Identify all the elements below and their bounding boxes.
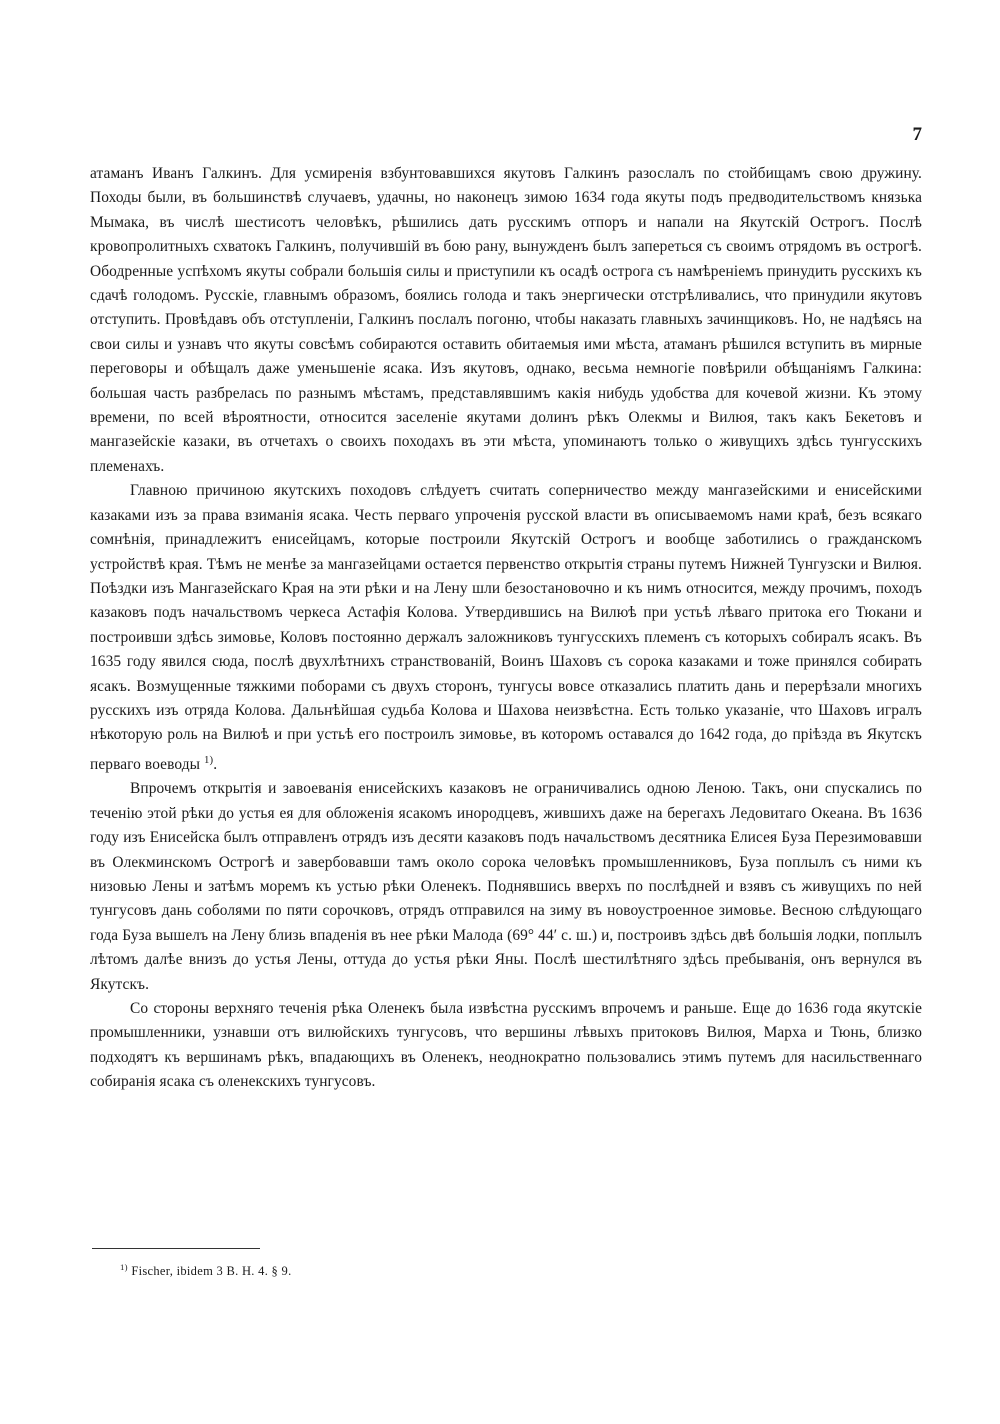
footnote (120, 1262, 292, 1279)
footnote-marker: 1) (120, 1262, 128, 1272)
paragraph-1: атаманъ Иванъ Галкинъ. Для усмиренія взбунтовавшихся якутовъ Галкинъ разослалъ по стойбищамъ свою дружину. Походы были, въ большинствѣ случаевъ, удачны, но наконецъ зимою 1634 года якуты подъ предводительствомъ князька Мымака, въ числѣ шестисотъ человѣкъ, рѣшились дать русскимъ отпоръ и напали на Якутскій Острогъ. Послѣ кровопролитныхъ схватокъ Галкинъ, получившій въ бою рану, вынужденъ былъ запереться съ своимъ отрядомъ въ острогѣ. Ободренные успѣхомъ якуты собрали большія силы и приступили къ осадѣ острога съ намѣреніемъ принудить русскихъ къ сдачѣ голодомъ. Русскіе, главнымъ образомъ, боялись голода и такъ энергически отстрѣливались, что принудили якутовъ отступить. Провѣдавъ объ отступленіи, Галкинъ послалъ погоню, чтобы наказать главныхъ зачинщиковъ. Но, не надѣясь на свои силы и узнавъ что якуты совсѣмъ собираются оставить обитаемыя ими мѣста, атаманъ рѣшился вступить въ мирные переговоры и обѣщалъ даже уменьшеніе ясака. Изъ якутовъ, однако, весьма немногіе повѣрили обѣщаніямъ Галкина: большая часть разбрелась по разнымъ мѣстамъ, представлявшимъ какія нибудь удобства для кочевой жизни. Къ этому времени, по всей вѣроятности, относится заселеніе якутами долинъ рѣкъ Олекмы и Вилюя, такъ какъ Бекетовъ и мангазейскіе казаки, въ отчетахъ о своихъ походахъ въ эти мѣста, упоминаютъ только о живущихъ здѣсь тунгусскихъ племенахъ. (90, 165, 922, 475)
footnote-divider (92, 1248, 260, 1249)
footnote-text: Fischer, ibidem 3 B. H. 4. § 9. (131, 1264, 292, 1279)
paragraph-2 (90, 479, 922, 777)
paragraph-3: Впрочемъ открытія и завоеванія енисейскихъ казаковъ не ограничивались одною Леною. Такъ, они спускались по теченію этой рѣки до устья ея для обложенія ясакомъ инородцевъ, жившихъ даже на берегахъ Ледовитаго Океана. Въ 1636 году изъ Енисейска былъ отправленъ отрядъ изъ десяти казаковъ подъ начальствомъ десятника Елисея Буза Перезимовавши въ Олекминскомъ Острогѣ и завербовавши тамъ около сорока человѣкъ промышленниковъ, Буза поплылъ съ ними къ низовью Лены и затѣмъ моремъ къ устью рѣки Оленекъ. Поднявшись вверхъ по послѣдней и взявъ съ живущихъ по ней тунгусовъ дань соболями по пяти сорочковъ, отрядъ отправился на зиму въ новоустроенное зимовье. Весною слѣдующаго года Буза вышелъ на Лену близь впаденія въ нее рѣки Малода (69° 44′ с. ш.) и, построивъ здѣсь двѣ большія лодки, поплылъ лѣтомъ далѣе внизъ до устья Лены, оттуда до устья рѣки Яны. Послѣ шестилѣтняго здѣсь пребыванія, онъ вернулся въ Якутскъ. (90, 780, 922, 993)
body-text (90, 162, 922, 1095)
paragraph-2-text: Главною причиною якутскихъ походовъ слѣдуетъ считать соперничество между мангазейскими и енисейскими казаками изъ за права взиманія ясака. Честь перваго упроченія русской власти въ описываемомъ нами краѣ, безъ всякаго сомнѣнія, принадлежитъ енисейцамъ, которые построили Якутскій Острогъ и вообще заботились о гражданскомъ устройствѣ края. Тѣмъ не менѣе за мангазейцами остается первенство открытія страны путемъ Нижней Тунгузски и Вилюя. Поѣздки изъ Мангазейскаго Края на эти рѣки и на Лену шли безостановочно и къ нимъ относится, между прочимъ, походъ казаковъ подъ начальствомъ черкеса Астафія Колова. Утвердившись на Вилюѣ при устьѣ лѣваго притока его Тюкани и построивши здѣсь зимовье, Коловъ постоянно держалъ заложниковъ тунгусскихъ племенъ съ которыхъ собиралъ ясакъ. Въ 1635 году явился сюда, послѣ двухлѣтнихъ странствованій, Воинъ Шаховъ съ сорока казаками и тоже принялся собирать ясакъ. Возмущенные тяжкими поборами съ двухъ сторонъ, тунгусы вовсе отказались платить дань и перерѣзали многихъ русскихъ изъ отряда Колова. Дальнѣйшая судьба Колова и Шахова неизвѣстна. Есть только указаніе, что Шаховъ игралъ нѣкоторую роль на Вилюѣ и при устьѣ его построилъ зимовье, въ которомъ оставался до 1642 года, до пріѣзда въ Якутскъ перваго воеводы (90, 482, 922, 773)
page-number: 7 (912, 124, 922, 145)
footnote-reference: 1) (204, 753, 214, 766)
paragraph-4: Со стороны верхняго теченія рѣка Оленекъ была извѣстна русскимъ впрочемъ и раньше. Еще до 1636 года якутскіе промышленники, узнавши отъ вилюйскихъ тунгусовъ, что вершины лѣвыхъ притоковъ Вилюя, Марха и Тюнь, близко подходятъ къ вершинамъ рѣкъ, впадающихъ въ Оленекъ, неоднократно пользовались этимъ путемъ для насильственнаго собиранія ясака съ оленекскихъ тунгусовъ. (90, 999, 922, 1091)
paragraph-2-period: . (213, 755, 218, 773)
